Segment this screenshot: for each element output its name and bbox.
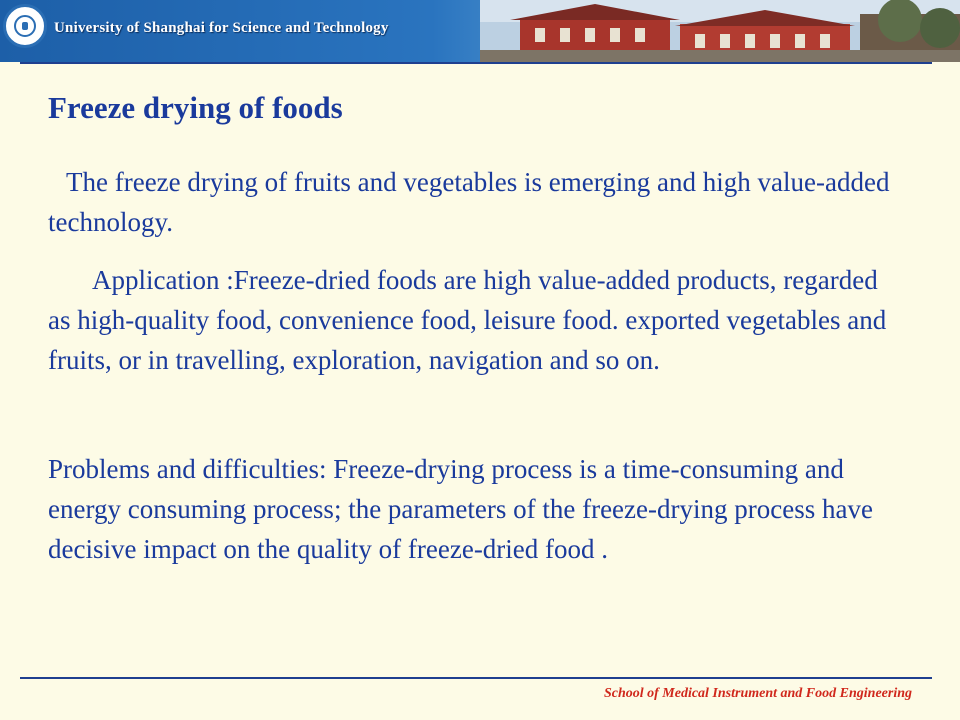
paragraph-application: Application :Freeze-dried foods are high value-added products, regarded as high-quality food, convenience food, leisure food. exported vegetables and fruits, or in travelling, exploration, navigation and so on. xyxy=(48,265,887,375)
university-seal-icon xyxy=(3,4,47,48)
campus-building-image xyxy=(480,0,960,62)
university-name: University of Shanghai for Science and Technology xyxy=(54,20,389,36)
top-divider xyxy=(20,62,932,64)
seal-emblem xyxy=(22,22,28,30)
slide-title: Freeze drying of foods xyxy=(48,90,343,125)
header-banner xyxy=(0,0,960,62)
seal-inner-ring xyxy=(14,15,36,37)
paragraph-problems: Problems and difficulties: Freeze-drying process is a time-consuming and energy consuming process; the parameters of the freeze-drying process have decisive impact on the quality of freeze-dried food . xyxy=(48,454,873,564)
bottom-divider xyxy=(20,677,932,679)
school-footer: School of Medical Instrument and Food Engineering xyxy=(603,686,912,701)
paragraph-intro: The freeze drying of fruits and vegetables is emerging and high value-added technology. xyxy=(48,167,890,237)
